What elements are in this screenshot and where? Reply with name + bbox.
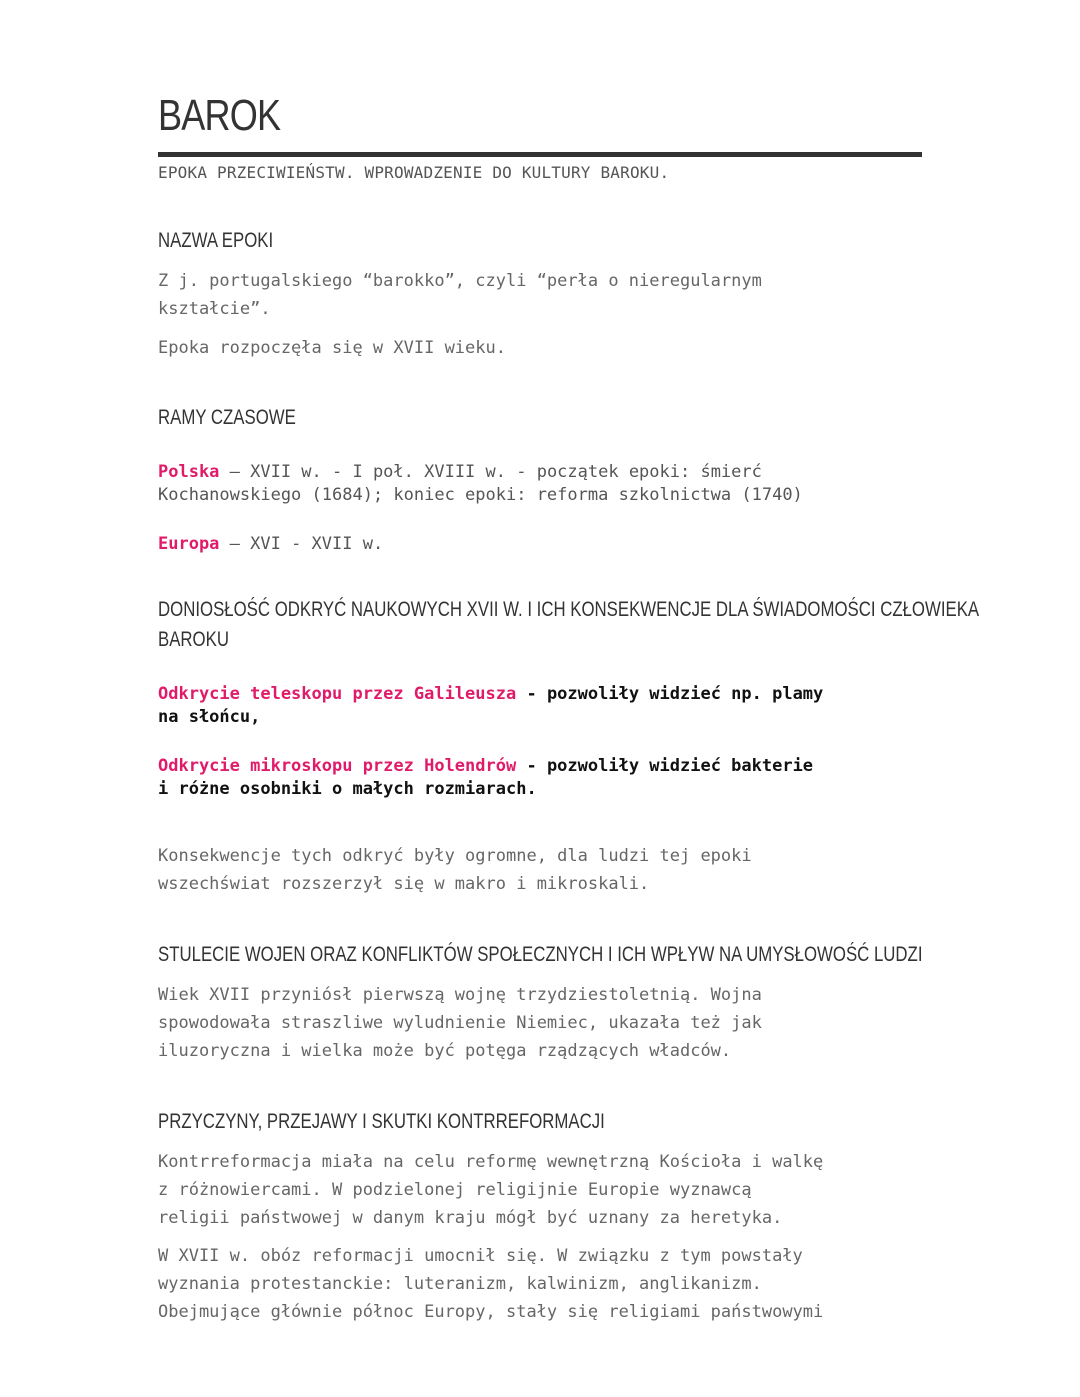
polska-text: – XVII w. - I poł. XVIII w. - początek epoki: śmierć	[219, 462, 762, 482]
heading-nazwa-epoki: NAZWA EPOKI	[158, 229, 274, 252]
label-europa: Europa	[158, 534, 220, 554]
heading-wojny: STULECIE WOJEN ORAZ KONFLIKTÓW SPOŁECZNYCH I ICH WPŁYW NA UMYSŁOWOŚĆ LUDZI	[158, 943, 923, 966]
text-line: z różnowiercami. W podzielonej religijnie Europie wyznawcą	[158, 1180, 752, 1200]
heading-odkrycia-line1: DONIOSŁOŚĆ ODKRYĆ NAUKOWYCH XVII W. I ICH KONSEKWENCJE DLA ŚWIADOMOŚCI CZŁOWIEKA	[158, 598, 980, 621]
page-subtitle: EPOKA PRZECIWIEŃSTW. WPROWADZENIE DO KULTURY BAROKU.	[158, 163, 670, 182]
heading-ramy-czasowe: RAMY CZASOWE	[158, 406, 296, 429]
europa-text: – XVI - XVII w.	[219, 534, 384, 554]
text-line	[158, 755, 928, 778]
text-line: religii państwowej w danym kraju mógł być uznany za heretyka.	[158, 1208, 783, 1228]
label-mikroskop: Odkrycie mikroskopu przez Holendrów	[158, 756, 517, 776]
paragraph-konsekwencje	[158, 842, 928, 898]
paragraph-kontrreformacja-2	[158, 1242, 928, 1326]
text-line: wszechświat rozszerzył się w makro i mikroskali.	[158, 874, 650, 894]
paragraph-wojny	[158, 981, 928, 1065]
paragraph-teleskop	[158, 683, 928, 729]
label-polska: Polska	[158, 462, 220, 482]
paragraph-nazwa-start: Epoka rozpoczęła się w XVII wieku.	[158, 338, 506, 358]
paragraph-europa	[158, 533, 928, 556]
teleskop-text: - pozwoliły widzieć np. plamy	[516, 684, 824, 704]
text-line	[158, 461, 928, 484]
paragraph-kontrreformacja-1	[158, 1148, 928, 1232]
paragraph-polska	[158, 461, 928, 507]
text-line: Wiek XVII przyniósł pierwszą wojnę trzydziestoletnią. Wojna	[158, 985, 762, 1005]
text-line: spowodowała straszliwe wyludnienie Niemiec, ukazała też jak	[158, 1013, 762, 1033]
text-line: Z j. portugalskiego “barokko”, czyli “perła o nieregularnym	[158, 271, 762, 291]
paragraph-nazwa-origin	[158, 267, 928, 323]
text-line: Kochanowskiego (1684); koniec epoki: reforma szkolnictwa (1740)	[158, 485, 803, 505]
text-line	[158, 683, 928, 706]
heading-odkrycia-line2: BAROKU	[158, 628, 229, 651]
text-line: Kontrreformacja miała na celu reformę wewnętrzną Kościoła i walkę	[158, 1152, 824, 1172]
text-line: Obejmujące głównie północ Europy, stały się religiami państwowymi	[158, 1302, 824, 1322]
paragraph-mikroskop	[158, 755, 928, 801]
text-line: W XVII w. obóz reformacji umocnił się. W związku z tym powstały	[158, 1246, 803, 1266]
text-line: iluzoryczna i wielka może być potęga rządzących władców.	[158, 1041, 732, 1061]
heading-kontrreformacja: PRZYCZYNY, PRZEJAWY I SKUTKI KONTRREFORMACJI	[158, 1110, 605, 1133]
text-line: kształcie”.	[158, 299, 271, 319]
text-line: na słońcu,	[158, 707, 261, 727]
text-line: wyznania protestanckie: luteranizm, kalwinizm, anglikanizm.	[158, 1274, 762, 1294]
title-divider	[158, 152, 922, 157]
text-line: Konsekwencje tych odkryć były ogromne, dla ludzi tej epoki	[158, 846, 752, 866]
mikroskop-text: - pozwoliły widzieć bakterie	[516, 756, 814, 776]
page-title: BAROK	[158, 91, 281, 140]
label-teleskop: Odkrycie teleskopu przez Galileusza	[158, 684, 517, 704]
text-line: i różne osobniki o małych rozmiarach.	[158, 779, 537, 799]
